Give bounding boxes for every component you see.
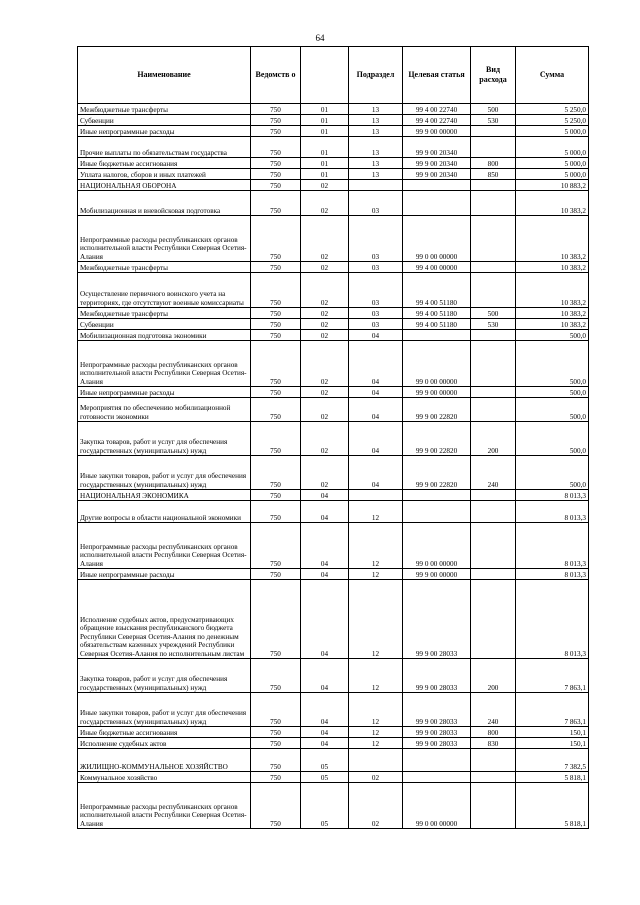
row-expense-type-cell [471, 580, 516, 659]
row-sum-cell: 10 383,2 [516, 216, 589, 262]
row-department-cell: 750 [251, 422, 301, 456]
row-name-cell: Непрограммные расходы республиканских органов исполнительной власти Республики Северная Осетия-Алания [78, 523, 251, 569]
row-section-cell: 02 [301, 180, 349, 191]
table-row [78, 273, 589, 308]
table-row [78, 659, 589, 693]
row-sum-cell: 5 000,0 [516, 169, 589, 180]
row-target-article-cell [403, 501, 471, 523]
row-sum-cell: 5 000,0 [516, 126, 589, 137]
row-name-cell: Непрограммные расходы республиканских органов исполнительной власти Республики Северная Осетия-Алания [78, 783, 251, 829]
row-subsection-cell: 13 [349, 104, 403, 115]
row-target-article-cell: 99 9 00 28033 [403, 727, 471, 738]
row-sum-cell: 8 013,3 [516, 490, 589, 501]
header-expense-type: Вид расхода [471, 47, 516, 104]
header-target-article: Целевая статья [403, 47, 471, 104]
budget-table [77, 46, 589, 829]
table-row [78, 569, 589, 580]
row-sum-cell: 10 383,2 [516, 319, 589, 330]
row-sum-cell: 10 383,2 [516, 273, 589, 308]
row-sum-cell: 8 013,3 [516, 569, 589, 580]
row-name-cell: Другие вопросы в области национальной экономики [78, 501, 251, 523]
row-sum-cell: 8 013,3 [516, 501, 589, 523]
table-row [78, 169, 589, 180]
row-expense-type-cell [471, 501, 516, 523]
table-row [78, 387, 589, 398]
row-target-article-cell [403, 749, 471, 772]
row-expense-type-cell: 240 [471, 693, 516, 727]
row-sum-cell: 5 250,0 [516, 115, 589, 126]
row-name-cell: Иные непрограммные расходы [78, 126, 251, 137]
row-department-cell: 750 [251, 387, 301, 398]
row-subsection-cell: 12 [349, 580, 403, 659]
row-expense-type-cell [471, 126, 516, 137]
row-section-cell: 04 [301, 738, 349, 749]
row-name-cell: Межбюджетные трансферты [78, 308, 251, 319]
row-department-cell: 750 [251, 341, 301, 387]
row-subsection-cell: 12 [349, 569, 403, 580]
row-department-cell: 750 [251, 330, 301, 341]
row-subsection-cell: 12 [349, 501, 403, 523]
row-subsection-cell: 12 [349, 659, 403, 693]
row-name-cell: Иные закупки товаров, работ и услуг для обеспечения государственных (муниципальных) нужд [78, 693, 251, 727]
row-name-cell: Исполнение судебных актов, предусматривающих обращение взыскания республиканского бюджета Республики Северная Осетия-Алания по денежным обязательствам казенных учреждений Республики Северная Осетия-Алания по исполнительным листам [78, 580, 251, 659]
row-subsection-cell [349, 490, 403, 501]
row-section-cell: 02 [301, 308, 349, 319]
row-sum-cell: 150,1 [516, 727, 589, 738]
table-row [78, 456, 589, 490]
row-sum-cell: 500,0 [516, 330, 589, 341]
row-subsection-cell: 04 [349, 456, 403, 490]
row-subsection-cell: 03 [349, 319, 403, 330]
row-section-cell: 01 [301, 115, 349, 126]
row-expense-type-cell: 800 [471, 727, 516, 738]
row-name-cell: Мероприятия по обеспечению мобилизационной готовности экономики [78, 398, 251, 422]
table-row [78, 191, 589, 216]
row-expense-type-cell [471, 273, 516, 308]
row-section-cell: 05 [301, 749, 349, 772]
row-sum-cell: 5 250,0 [516, 104, 589, 115]
row-name-cell: Мобилизационная и вневойсковая подготовка [78, 191, 251, 216]
row-target-article-cell: 99 4 00 00000 [403, 262, 471, 273]
row-subsection-cell: 02 [349, 783, 403, 829]
row-name-cell: ЖИЛИЩНО-КОММУНАЛЬНОЕ ХОЗЯЙСТВО [78, 749, 251, 772]
row-department-cell: 750 [251, 727, 301, 738]
row-expense-type-cell [471, 783, 516, 829]
row-section-cell: 01 [301, 169, 349, 180]
row-sum-cell: 5 000,0 [516, 137, 589, 158]
header-section [301, 47, 349, 104]
row-sum-cell: 10 383,2 [516, 191, 589, 216]
row-section-cell: 02 [301, 456, 349, 490]
row-target-article-cell: 99 4 00 51180 [403, 273, 471, 308]
table-header-row [78, 47, 589, 104]
row-sum-cell: 10 383,2 [516, 262, 589, 273]
row-target-article-cell [403, 330, 471, 341]
table-row [78, 523, 589, 569]
header-department: Ведомств о [251, 47, 301, 104]
row-sum-cell: 500,0 [516, 341, 589, 387]
row-name-cell: Межбюджетные трансферты [78, 262, 251, 273]
row-subsection-cell: 13 [349, 158, 403, 169]
row-expense-type-cell: 200 [471, 422, 516, 456]
row-subsection-cell: 03 [349, 273, 403, 308]
row-expense-type-cell: 530 [471, 115, 516, 126]
row-target-article-cell: 99 0 00 00000 [403, 783, 471, 829]
row-subsection-cell: 12 [349, 523, 403, 569]
row-department-cell: 750 [251, 308, 301, 319]
page-number: 64 [315, 33, 325, 43]
row-name-cell: Закупка товаров, работ и услуг для обеспечения государственных (муниципальных) нужд [78, 659, 251, 693]
row-sum-cell: 8 013,3 [516, 580, 589, 659]
row-department-cell: 750 [251, 738, 301, 749]
row-subsection-cell: 12 [349, 727, 403, 738]
row-expense-type-cell: 500 [471, 308, 516, 319]
row-name-cell: Иные бюджетные ассигнования [78, 727, 251, 738]
row-name-cell: Иные бюджетные ассигнования [78, 158, 251, 169]
table-row [78, 783, 589, 829]
row-expense-type-cell: 530 [471, 319, 516, 330]
table-row [78, 216, 589, 262]
row-subsection-cell: 02 [349, 772, 403, 783]
row-subsection-cell: 12 [349, 693, 403, 727]
row-subsection-cell: 12 [349, 738, 403, 749]
row-expense-type-cell: 500 [471, 104, 516, 115]
row-target-article-cell: 99 0 00 00000 [403, 216, 471, 262]
row-department-cell: 750 [251, 580, 301, 659]
table-row [78, 180, 589, 191]
row-sum-cell: 500,0 [516, 398, 589, 422]
row-sum-cell: 5 818,1 [516, 783, 589, 829]
row-expense-type-cell: 850 [471, 169, 516, 180]
table-row [78, 398, 589, 422]
row-department-cell: 750 [251, 490, 301, 501]
row-target-article-cell: 99 9 00 22820 [403, 456, 471, 490]
row-expense-type-cell [471, 398, 516, 422]
row-department-cell: 750 [251, 693, 301, 727]
row-expense-type-cell [471, 341, 516, 387]
row-name-cell: Субвенции [78, 319, 251, 330]
header-subsection: Подраздел [349, 47, 403, 104]
table-row [78, 341, 589, 387]
row-expense-type-cell: 200 [471, 659, 516, 693]
row-subsection-cell [349, 180, 403, 191]
row-name-cell: Осуществление первичного воинского учета на территориях, где отсутствуют военные комиссариаты [78, 273, 251, 308]
row-department-cell: 750 [251, 772, 301, 783]
row-section-cell: 02 [301, 262, 349, 273]
row-target-article-cell: 99 0 00 00000 [403, 341, 471, 387]
row-department-cell: 750 [251, 216, 301, 262]
row-target-article-cell: 99 9 00 22820 [403, 422, 471, 456]
row-department-cell: 750 [251, 126, 301, 137]
row-subsection-cell [349, 749, 403, 772]
row-department-cell: 750 [251, 180, 301, 191]
row-sum-cell: 10 883,2 [516, 180, 589, 191]
row-department-cell: 750 [251, 262, 301, 273]
row-subsection-cell: 04 [349, 341, 403, 387]
row-section-cell: 02 [301, 273, 349, 308]
row-name-cell: Межбюджетные трансферты [78, 104, 251, 115]
row-sum-cell: 500,0 [516, 422, 589, 456]
row-section-cell: 04 [301, 490, 349, 501]
row-target-article-cell: 99 0 00 00000 [403, 523, 471, 569]
row-section-cell: 01 [301, 158, 349, 169]
row-expense-type-cell [471, 137, 516, 158]
row-subsection-cell: 13 [349, 137, 403, 158]
row-expense-type-cell: 830 [471, 738, 516, 749]
row-expense-type-cell [471, 772, 516, 783]
row-department-cell: 750 [251, 137, 301, 158]
table-row [78, 158, 589, 169]
row-target-article-cell: 99 9 00 00000 [403, 387, 471, 398]
row-name-cell: Иные непрограммные расходы [78, 569, 251, 580]
row-section-cell: 05 [301, 783, 349, 829]
table-row [78, 580, 589, 659]
row-section-cell: 02 [301, 398, 349, 422]
row-target-article-cell: 99 9 00 22820 [403, 398, 471, 422]
row-section-cell: 04 [301, 523, 349, 569]
row-name-cell: Прочие выплаты по обязательствам государства [78, 137, 251, 158]
row-subsection-cell: 04 [349, 398, 403, 422]
row-expense-type-cell [471, 180, 516, 191]
row-expense-type-cell [471, 523, 516, 569]
table-row [78, 749, 589, 772]
table-row [78, 422, 589, 456]
row-section-cell: 04 [301, 580, 349, 659]
row-department-cell: 750 [251, 569, 301, 580]
row-section-cell: 02 [301, 422, 349, 456]
row-name-cell: Субвенции [78, 115, 251, 126]
row-target-article-cell: 99 9 00 00000 [403, 126, 471, 137]
table-row [78, 330, 589, 341]
row-subsection-cell: 04 [349, 330, 403, 341]
row-subsection-cell: 03 [349, 308, 403, 319]
table-row [78, 308, 589, 319]
row-department-cell: 750 [251, 749, 301, 772]
row-name-cell: Закупка товаров, работ и услуг для обеспечения государственных (муниципальных) нужд [78, 422, 251, 456]
row-subsection-cell: 04 [349, 422, 403, 456]
row-expense-type-cell [471, 330, 516, 341]
row-sum-cell: 10 383,2 [516, 308, 589, 319]
row-expense-type-cell: 800 [471, 158, 516, 169]
row-name-cell: Непрограммные расходы республиканских органов исполнительной власти Республики Северная Осетия-Алания [78, 341, 251, 387]
row-subsection-cell: 13 [349, 169, 403, 180]
row-sum-cell: 8 013,3 [516, 523, 589, 569]
table-row [78, 104, 589, 115]
row-section-cell: 02 [301, 330, 349, 341]
row-section-cell: 04 [301, 693, 349, 727]
row-name-cell: Непрограммные расходы республиканских органов исполнительной власти Республики Северная Осетия-Алания [78, 216, 251, 262]
row-subsection-cell: 13 [349, 115, 403, 126]
row-subsection-cell: 03 [349, 191, 403, 216]
row-section-cell: 01 [301, 126, 349, 137]
row-target-article-cell: 99 4 00 51180 [403, 308, 471, 319]
row-target-article-cell: 99 9 00 20340 [403, 137, 471, 158]
row-subsection-cell: 03 [349, 262, 403, 273]
row-name-cell: НАЦИОНАЛЬНАЯ ЭКОНОМИКА [78, 490, 251, 501]
row-name-cell: Исполнение судебных актов [78, 738, 251, 749]
row-subsection-cell: 13 [349, 126, 403, 137]
row-sum-cell: 7 863,1 [516, 693, 589, 727]
row-department-cell: 750 [251, 659, 301, 693]
row-section-cell: 02 [301, 387, 349, 398]
row-section-cell: 04 [301, 659, 349, 693]
row-target-article-cell: 99 4 00 22740 [403, 115, 471, 126]
row-department-cell: 750 [251, 398, 301, 422]
row-target-article-cell: 99 9 00 00000 [403, 569, 471, 580]
row-name-cell: Уплата налогов, сборов и иных платежей [78, 169, 251, 180]
row-expense-type-cell: 240 [471, 456, 516, 490]
row-sum-cell: 500,0 [516, 456, 589, 490]
table-body [78, 104, 589, 829]
row-department-cell: 750 [251, 104, 301, 115]
row-department-cell: 750 [251, 158, 301, 169]
row-expense-type-cell [471, 749, 516, 772]
table-row [78, 772, 589, 783]
table-row [78, 490, 589, 501]
row-target-article-cell [403, 191, 471, 216]
row-section-cell: 02 [301, 191, 349, 216]
row-target-article-cell: 99 9 00 28033 [403, 738, 471, 749]
row-section-cell: 02 [301, 319, 349, 330]
row-target-article-cell: 99 9 00 28033 [403, 693, 471, 727]
row-expense-type-cell [471, 387, 516, 398]
row-section-cell: 05 [301, 772, 349, 783]
row-target-article-cell: 99 9 00 28033 [403, 580, 471, 659]
row-target-article-cell: 99 4 00 51180 [403, 319, 471, 330]
row-target-article-cell: 99 9 00 20340 [403, 158, 471, 169]
row-expense-type-cell [471, 216, 516, 262]
row-department-cell: 750 [251, 501, 301, 523]
row-department-cell: 750 [251, 319, 301, 330]
row-subsection-cell: 03 [349, 216, 403, 262]
table-row [78, 319, 589, 330]
row-department-cell: 750 [251, 456, 301, 490]
table-row [78, 262, 589, 273]
row-sum-cell: 150,1 [516, 738, 589, 749]
table-row [78, 693, 589, 727]
row-section-cell: 04 [301, 501, 349, 523]
row-name-cell: Иные непрограммные расходы [78, 387, 251, 398]
row-sum-cell: 5 818,1 [516, 772, 589, 783]
row-target-article-cell: 99 4 00 22740 [403, 104, 471, 115]
row-department-cell: 750 [251, 523, 301, 569]
row-expense-type-cell [471, 490, 516, 501]
row-expense-type-cell [471, 191, 516, 216]
row-section-cell: 02 [301, 216, 349, 262]
row-section-cell: 04 [301, 727, 349, 738]
row-department-cell: 750 [251, 115, 301, 126]
row-target-article-cell: 99 9 00 28033 [403, 659, 471, 693]
row-target-article-cell: 99 9 00 20340 [403, 169, 471, 180]
row-expense-type-cell [471, 569, 516, 580]
row-sum-cell: 7 863,1 [516, 659, 589, 693]
row-sum-cell: 7 382,5 [516, 749, 589, 772]
row-sum-cell: 5 000,0 [516, 158, 589, 169]
row-department-cell: 750 [251, 783, 301, 829]
row-sum-cell: 500,0 [516, 387, 589, 398]
table-row [78, 137, 589, 158]
row-section-cell: 02 [301, 341, 349, 387]
row-department-cell: 750 [251, 191, 301, 216]
row-subsection-cell: 04 [349, 387, 403, 398]
table-row [78, 126, 589, 137]
row-target-article-cell [403, 772, 471, 783]
row-section-cell: 04 [301, 569, 349, 580]
row-name-cell: НАЦИОНАЛЬНАЯ ОБОРОНА [78, 180, 251, 191]
row-name-cell: Коммунальное хозяйство [78, 772, 251, 783]
row-department-cell: 750 [251, 273, 301, 308]
row-name-cell: Мобилизационная подготовка экономики [78, 330, 251, 341]
row-expense-type-cell [471, 262, 516, 273]
row-name-cell: Иные закупки товаров, работ и услуг для обеспечения государственных (муниципальных) нужд [78, 456, 251, 490]
header-sum: Сумма [516, 47, 589, 104]
table-row [78, 501, 589, 523]
row-section-cell: 01 [301, 137, 349, 158]
table-row [78, 727, 589, 738]
row-target-article-cell [403, 490, 471, 501]
row-target-article-cell [403, 180, 471, 191]
row-section-cell: 01 [301, 104, 349, 115]
table-row [78, 115, 589, 126]
row-department-cell: 750 [251, 169, 301, 180]
header-name: Наименование [78, 47, 251, 104]
table-row [78, 738, 589, 749]
